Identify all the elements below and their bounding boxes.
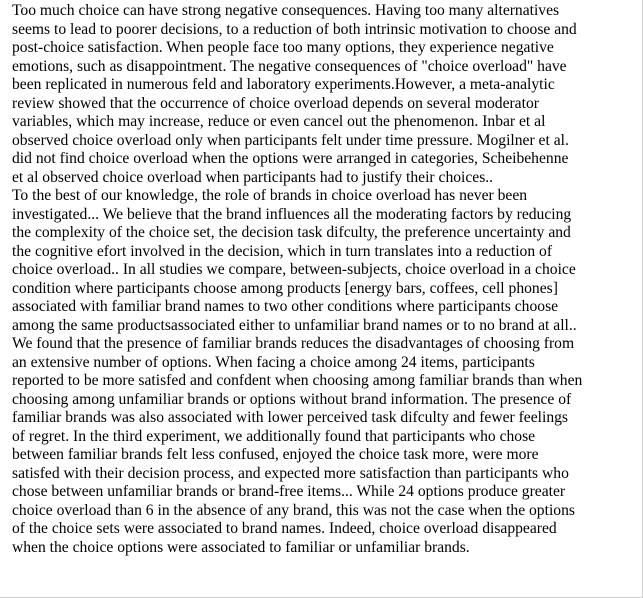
paragraph-choice-overload-intro [6, 2, 640, 187]
text-line: reported to be more satisfed and confdent when choosing among familiar brands than when [12, 372, 583, 389]
text-line: seems to lead to poorer decisions, to a reduction of both intrinsic motivation to choose and [12, 20, 577, 38]
document-body [6, 2, 640, 557]
text-line: investigated... We believe that the brand influences all the moderating factors by reducing [12, 205, 572, 223]
text-line: when the choice options were associated to familiar or unfamiliar brands. [12, 538, 470, 556]
text-line: observed choice overload only when participants felt under time pressure. Mogilner et al. [12, 131, 569, 149]
text-line: did not find choice overload when the options were arranged in categories, Scheibehenne [12, 150, 569, 167]
paragraph-findings [6, 335, 640, 557]
text-line: among the same productsassociated either to unfamiliar brand names or to no brand at all.. [12, 316, 577, 334]
text-line: been replicated in numerous feld and laboratory experiments.However, a meta-analytic [12, 76, 555, 93]
text-line: et al observed choice overload when participants had to justify their choices.. [12, 168, 494, 186]
text-line: choice overload than 6 in the absence of any brand, this was not the case when the options [12, 501, 575, 519]
text-line: between familiar brands felt less confused, enjoyed the choice task more, were more [12, 446, 539, 463]
text-line: of regret. In the third experiment, we additionally found that participants who chose [12, 427, 536, 445]
text-line: Too much choice can have strong negative consequences. Having too many alternatives [12, 2, 560, 19]
text-line: the complexity of the choice set, the decision task difculty, the preference uncertainty and [12, 224, 571, 241]
text-line: chose between unfamiliar brands or brand-free items... While 24 options produce greater [12, 483, 566, 500]
text-line: choosing among unfamiliar brands or options without brand information. The presence of [12, 390, 572, 408]
text-line: associated with familiar brand names to two other conditions where participants choose [12, 298, 559, 315]
text-line: To the best of our knowledge, the role of brands in choice overload has never been [12, 187, 528, 204]
text-line: review showed that the occurrence of choice overload depends on several moderator [12, 94, 539, 112]
paragraph-brands-role [6, 187, 640, 335]
text-line: familiar brands was also associated with lower perceived task difculty and fewer feelings [12, 409, 568, 426]
text-line: the cognitive efort involved in the decision, which in turn translates into a reduction of [12, 242, 553, 260]
text-line: of the choice sets were associated to brand names. Indeed, choice overload disappeared [12, 520, 557, 537]
text-line: condition where participants choose among products [energy bars, coffees, cell phones] [12, 279, 558, 297]
text-line: choice overload.. In all studies we compare, between-subjects, choice overload in a choice [12, 261, 576, 278]
text-line: variables, which may increase, reduce or even cancel out the phenomenon. Inbar et al [12, 113, 546, 130]
text-line: an extensive number of options. When facing a choice among 24 items, participants [12, 353, 535, 371]
text-line: satisfed with their decision process, and expected more satisfaction than participants who [12, 464, 569, 482]
text-line: We found that the presence of familiar brands reduces the disadvantages of choosing from [12, 335, 575, 352]
text-line: post-choice satisfaction. When people face too many options, they experience negative [12, 39, 554, 56]
text-line: emotions, such as disappointment. The negative consequences of "choice overload" have [12, 57, 567, 75]
